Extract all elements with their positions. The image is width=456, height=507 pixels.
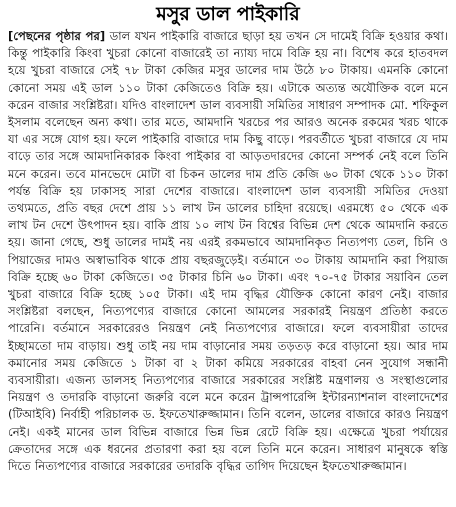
continued-from-label: [পেছনের পৃষ্ঠার পর] (8, 29, 106, 43)
article-headline: মসুর ডাল পাইকারি (156, 3, 300, 25)
article-body (8, 28, 448, 475)
article-text: ডাল যখন পাইকারি বাজারে ছাড়া হয় তখন সে দামেই বিক্রি হওয়ার কথা। কিন্তু পাইকারি কিংবা খুচরা কোনো বাজারেই তা ন্যায্য দামে বিক্রি হয় না। বিশেষ করে হাতবদল হয়ে খুচরা বাজারে সেই ৭৮ টাকা কেজির মসুর ডালের দাম উঠে ৮০ টাকায়। এমনকি কোনো কোনো সময় এই ডাল ১১০ টাকা কেজিতেও বিক্রি হয়। এটাকে অত্যন্ত অযৌক্তিক বলে মনে করেন বাজার সংশ্লিষ্টরা। যদিও বাংলাদেশ ডাল ব্যবসায়ী সমিতির সাধারণ সম্পাদক মো. শফিকুল ইসলাম বলেছেন অন্য কথা। তার মতে, আমদানি খরচের পর আরও অনেক রকমের খরচ থাকে যা এর সঙ্গে যোগ হয়। ফলে পাইকারি বাজারে দাম কিছু বাড়ে। পরবর্তীতে খুচরা বাজারে যে দাম বাড়ে তার সঙ্গে আমদানিকারক কিংবা পাইকার বা আড়তদারদের কোনো সম্পর্ক নেই বলে তিনি মনে করেন। তবে মানভেদে মোটা বা চিকন ডালের দাম প্রতি কেজি ৬০ টাকা থেকে ১১০ টাকা পর্যন্ত বিক্রি হয় ঢাকাসহ সারা দেশের বাজারে। বাংলাদেশ ডাল ব্যবসায়ী সমিতির দেওয়া তথ্যমতে, প্রতি বছর দেশে প্রায় ১১ লাখ টন ডালের চাহিদা রয়েছে। এরমধ্যে ৫০ থেকে এক লাখ টন দেশে উৎপাদন হয়। বাকি প্রায় ১০ লাখ টন বিশ্বের বিভিন্ন দেশ থেকে আমদানি করতে হয়। জানা গেছে, শুধু ডালের দামই নয় এরই রকমভাবে আমদানিকৃত নিত্যপণ্য তেল, চিনি ও পিয়াজের দামও অস্বাভাবিক থাকে প্রায় বছরজুড়েই। বর্তমানে ৩০ টাকায় আমদানি করা পিয়াজ বিক্রি হচ্ছে ৬০ টাকা কেজিতে। ৩৫ টাকার চিনি ৬০ টাকা। এবং ৭০-৭৫ টাকার সয়াবিন তেল খুচরা বাজারে বিক্রি হচ্ছে ১০৫ টাকা। এই দাম বৃদ্ধির যৌক্তিক কোনো কারণ নেই। বাজার সংশ্লিষ্টরা বলছেন, নিত্যপণ্যের বাজারে কোনো আমলের সরকারই নিয়ন্ত্রণ প্রতিষ্ঠা করতে পারেনি। বর্তমানে সরকারেরও নিয়ন্ত্রণ নেই নিত্যপণ্যের বাজারে। ফলে ব্যবসায়ীরা তাদের ইচ্ছামতো দাম বাড়ায়। শুধু তাই নয় দাম বাড়ানোর সময় তড়তড় করে বাড়ানো হয়। আর দাম কমানোর সময় কেজিতে ১ টাকা বা ২ টাকা কমিয়ে সরকারের বাহবা নেন সুযোগ সন্ধানী ব্যবসায়ীরা। এজন্য ডালসহ নিত্যপণ্যের বাজারে সরকারের সংশ্লিষ্ট মন্ত্রণালয় ও সংস্থাগুলোর নিয়ন্ত্রণ ও তদারকি বাড়ানো জরুরি বলে মনে করেন ট্রান্সপারেন্সি ইন্টারন্যাশনাল বাংলাদেশের (টিআইবি) নির্বাহী পরিচালক ড. ইফতেখারুজ্জামান। তিনি বলেন, ডালের বাজারে কারও নিয়ন্ত্রণ নেই। একই মানের ডাল বিভিন্ন বাজারে ভিন্ন ভিন্ন রেটে বিক্রি হয়। এক্ষেত্রে খুচরা পর্যায়ের ক্রেতাদের সঙ্গে এক ধরনের প্রতারণা করা হয় বলে তিনি মনে করেন। সাধারণ মানুষকে স্বস্তি দিতে নিত্যপণ্যের বাজারে সরকারের তদারকি বৃদ্ধির তাগিদ দিয়েছেন ইফতেখারুজ্জামান। (8, 29, 449, 474)
